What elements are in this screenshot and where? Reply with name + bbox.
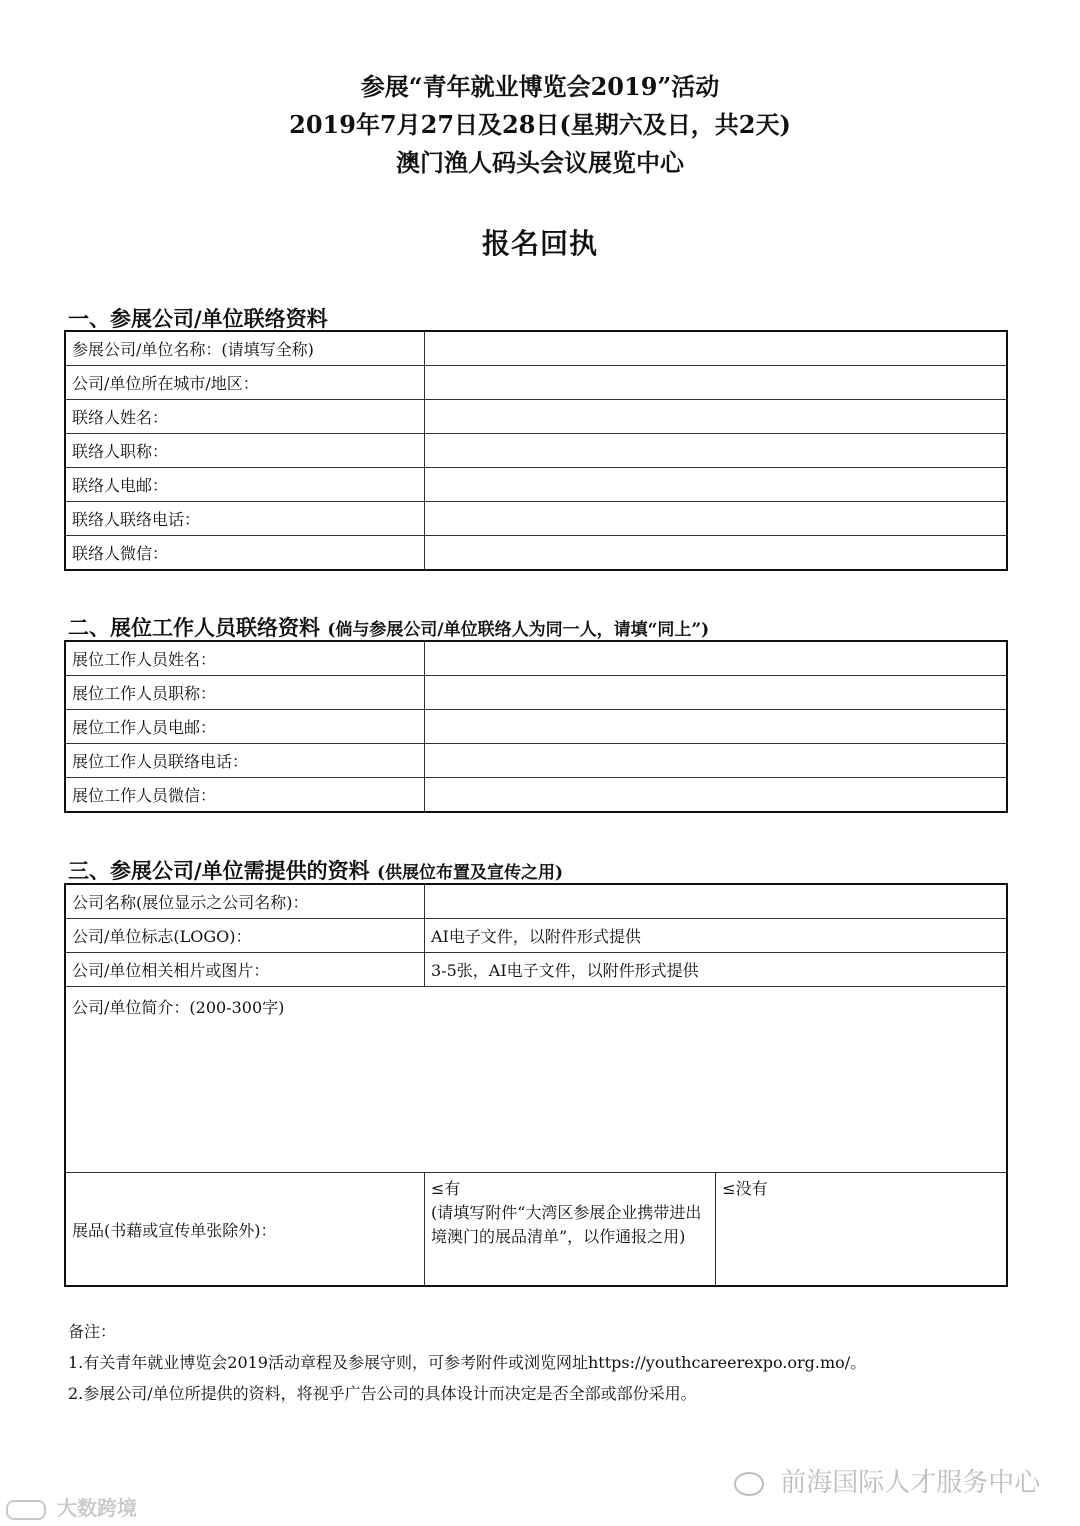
photos-requirement: 3-5张，AI电子文件，以附件形式提供 — [425, 953, 1008, 987]
table-row — [65, 778, 1007, 813]
section1-title: 一、参展公司/单位联络资料 — [68, 306, 328, 331]
table-row — [65, 641, 1007, 676]
field-label: 联络人联络电话： — [65, 502, 425, 536]
watermark-left-text: 大数跨境 — [56, 1496, 137, 1520]
field-label: 公司/单位标志(LOGO)： — [65, 919, 425, 953]
section2-title-text: 二、展位工作人员联络资料 — [68, 615, 320, 640]
company-intro-input[interactable] — [65, 987, 1007, 1173]
exhibits-label: 展品(书藉或宣传单张除外)： — [65, 1173, 425, 1287]
field-label: 展位工作人员电邮： — [65, 710, 425, 744]
logo-requirement: AI电子文件，以附件形式提供 — [425, 919, 1008, 953]
table-row — [65, 884, 1007, 919]
field-label: 联络人微信： — [65, 536, 425, 571]
company-name-input[interactable] — [425, 331, 1008, 366]
contact-name-input[interactable] — [425, 400, 1008, 434]
display-name-input[interactable] — [425, 884, 1008, 919]
watermark-right — [734, 1462, 1040, 1499]
header — [0, 68, 1080, 182]
table-row — [65, 710, 1007, 744]
option-yes-note: (请填写附件“大湾区参展企业携带进出境澳门的展品清单”，以作通报之用) — [431, 1203, 702, 1246]
field-label: 展位工作人员姓名： — [65, 641, 425, 676]
table-row — [65, 502, 1007, 536]
table-row — [65, 1173, 1007, 1287]
watermark-left — [6, 1492, 137, 1521]
table-row — [65, 744, 1007, 778]
table-row — [65, 919, 1007, 953]
contact-title-input[interactable] — [425, 434, 1008, 468]
field-label: 联络人电邮： — [65, 468, 425, 502]
section3-title — [68, 855, 563, 885]
notes-heading: 备注： — [68, 1322, 117, 1341]
section2-title — [68, 612, 709, 642]
staff-name-input[interactable] — [425, 641, 1008, 676]
watermark-logo-icon — [6, 1500, 46, 1520]
field-label: 公司/单位所在城市/地区： — [65, 366, 425, 400]
table-row — [65, 331, 1007, 366]
field-label: 展位工作人员微信： — [65, 778, 425, 813]
note-item-1: 1.有关青年就业博览会2019活动章程及参展守则，可参考附件或浏览网址https://youthcareerexpo.org.mo/。 — [68, 1353, 867, 1372]
table-row — [65, 676, 1007, 710]
field-label: 联络人职称： — [65, 434, 425, 468]
section2-note: (倘与参展公司/单位联络人为同一人，请填“同上”) — [327, 620, 710, 640]
header-line-3: 澳门渔人码头会议展览中心 — [396, 148, 684, 177]
section3-title-text: 三、参展公司/单位需提供的资料 — [68, 858, 370, 883]
watermark-right-text: 前海国际人才服务中心 — [780, 1468, 1041, 1498]
note-item-2: 2.参展公司/单位所提供的资料，将视乎广告公司的具体设计而决定是否全部或部份采用。 — [68, 1384, 697, 1403]
table-row — [65, 400, 1007, 434]
header-line-1: 参展“青年就业博览会2019”活动 — [360, 72, 720, 101]
staff-title-input[interactable] — [425, 676, 1008, 710]
city-region-input[interactable] — [425, 366, 1008, 400]
section3-table — [64, 883, 1008, 1287]
section1-table — [64, 330, 1008, 571]
exhibits-no-option[interactable] — [716, 1173, 1007, 1287]
table-row — [65, 468, 1007, 502]
contact-email-input[interactable] — [425, 468, 1008, 502]
table-row — [65, 953, 1007, 987]
option-yes-label: ≤有 — [431, 1179, 461, 1198]
contact-wechat-input[interactable] — [425, 536, 1008, 571]
header-line-2: 2019年7月27日及28日(星期六及日，共2天) — [289, 110, 791, 139]
field-label: 参展公司/单位名称：(请填写全称) — [65, 331, 425, 366]
staff-email-input[interactable] — [425, 710, 1008, 744]
contact-phone-input[interactable] — [425, 502, 1008, 536]
field-label: 联络人姓名： — [65, 400, 425, 434]
exhibits-yes-option[interactable] — [425, 1173, 716, 1287]
table-row — [65, 987, 1007, 1173]
staff-phone-input[interactable] — [425, 744, 1008, 778]
field-label: 公司名称(展位显示之公司名称)： — [65, 884, 425, 919]
table-row — [65, 366, 1007, 400]
table-row — [65, 434, 1007, 468]
field-label: 展位工作人员职称： — [65, 676, 425, 710]
field-label: 展位工作人员联络电话： — [65, 744, 425, 778]
option-no-label: ≤没有 — [722, 1179, 768, 1198]
staff-wechat-input[interactable] — [425, 778, 1008, 813]
table-row — [65, 536, 1007, 571]
page-title: 报名回执 — [481, 227, 598, 260]
section2-table — [64, 640, 1008, 813]
intro-label: 公司/单位简介：(200-300字) — [72, 998, 285, 1017]
section3-note: (供展位布置及宣传之用) — [376, 863, 564, 883]
field-label: 公司/单位相关相片或图片： — [65, 953, 425, 987]
notes — [68, 1316, 866, 1409]
wechat-icon — [734, 1472, 764, 1496]
